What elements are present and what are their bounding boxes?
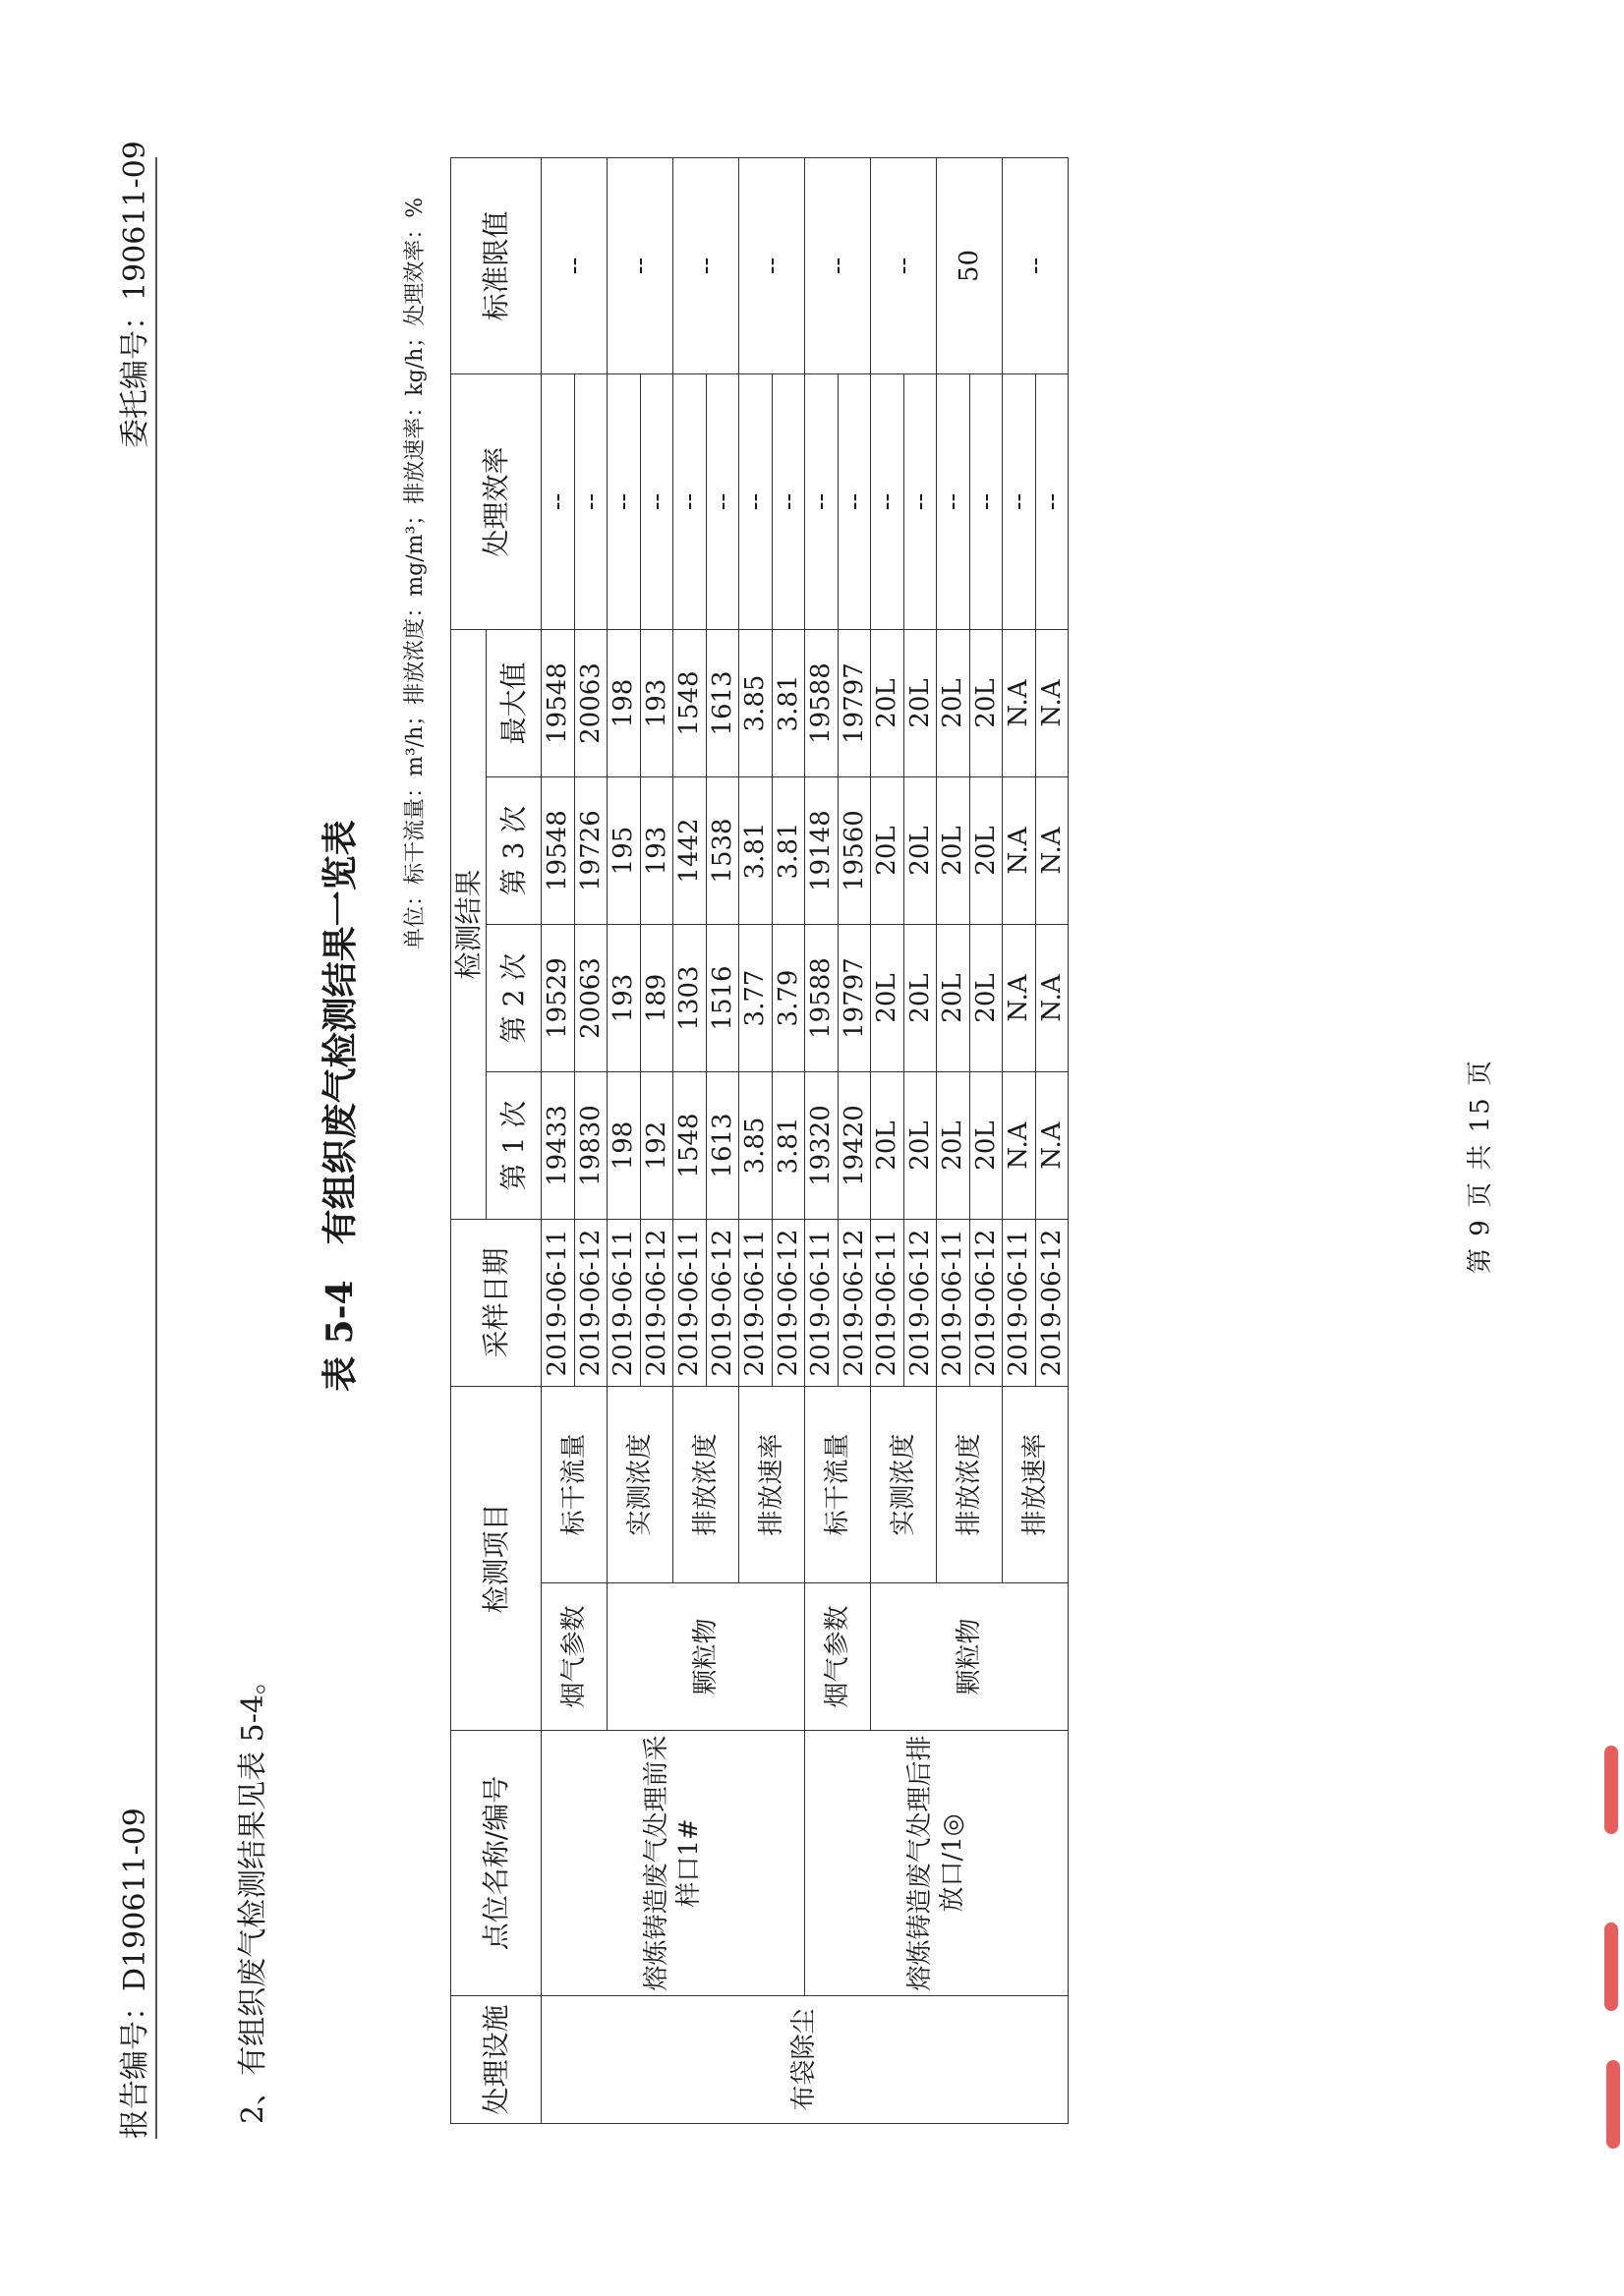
max-cell: 3.81 xyxy=(772,630,805,777)
run2-cell: 19797 xyxy=(838,925,871,1072)
efficiency-cell: -- xyxy=(937,374,970,630)
limit-cell: -- xyxy=(1003,158,1069,374)
max-cell: 198 xyxy=(608,630,641,777)
run2-cell: N.A xyxy=(1035,925,1069,1072)
item-name-cell: 实测浓度 xyxy=(608,1387,673,1583)
efficiency-cell: -- xyxy=(574,374,608,630)
run1-cell: 20L xyxy=(969,1072,1003,1220)
run1-cell: 20L xyxy=(937,1072,970,1220)
limit-cell: -- xyxy=(805,158,871,374)
item-name-cell: 实测浓度 xyxy=(871,1387,937,1583)
run2-cell: 20063 xyxy=(574,925,608,1072)
table-title: 表 5-4 有组织废气检测结果一览表 xyxy=(319,820,361,1392)
limit-cell: -- xyxy=(542,158,608,374)
date-cell: 2019-06-11 xyxy=(871,1220,904,1387)
col-run3-header: 第 3 次 xyxy=(487,777,542,925)
run1-cell: N.A xyxy=(1035,1072,1069,1220)
max-cell: 19797 xyxy=(838,630,871,777)
stamp-fragment xyxy=(1606,2060,1620,2149)
max-cell: 20063 xyxy=(574,630,608,777)
efficiency-cell: -- xyxy=(969,374,1003,630)
item-name-cell: 标干流量 xyxy=(805,1387,871,1583)
run2-cell: 19588 xyxy=(805,925,839,1072)
run2-cell: 20L xyxy=(969,925,1003,1072)
col-run2-header: 第 2 次 xyxy=(487,925,542,1072)
table-row xyxy=(805,158,839,2124)
run2-cell: 1516 xyxy=(706,925,739,1072)
run2-cell: 3.77 xyxy=(739,925,773,1072)
run2-cell: N.A xyxy=(1003,925,1036,1072)
run2-cell: 193 xyxy=(608,925,641,1072)
col-max-header: 最大值 xyxy=(487,630,542,777)
run1-cell: 20L xyxy=(871,1072,904,1220)
run3-cell: N.A xyxy=(1035,777,1069,925)
table-row xyxy=(542,158,575,2124)
run3-cell: 19560 xyxy=(838,777,871,925)
efficiency-cell: -- xyxy=(542,374,575,630)
item-name-cell: 排放速率 xyxy=(1003,1387,1069,1583)
results-table xyxy=(450,157,1069,2124)
max-cell: 193 xyxy=(640,630,673,777)
run2-cell: 189 xyxy=(640,925,673,1072)
run1-cell: 192 xyxy=(640,1072,673,1220)
run2-cell: 19529 xyxy=(542,925,575,1072)
efficiency-cell: -- xyxy=(1035,374,1069,630)
max-cell: 20L xyxy=(937,630,970,777)
run1-cell: 1548 xyxy=(673,1072,707,1220)
run3-cell: 193 xyxy=(640,777,673,925)
run3-cell: 19148 xyxy=(805,777,839,925)
item-name-cell: 排放浓度 xyxy=(673,1387,739,1583)
max-cell: N.A xyxy=(1035,630,1069,777)
max-cell: 20L xyxy=(903,630,937,777)
max-cell: 1548 xyxy=(673,630,707,777)
intro-text: 2、有组织废气检测结果见表 5-4。 xyxy=(236,1665,270,2124)
max-cell: 19548 xyxy=(542,630,575,777)
col-results-header: 检测结果 xyxy=(451,630,487,1220)
run1-cell: 19320 xyxy=(805,1072,839,1220)
efficiency-cell: -- xyxy=(838,374,871,630)
item-category-cell: 颗粒物 xyxy=(871,1583,1069,1731)
date-cell: 2019-06-11 xyxy=(739,1220,773,1387)
col-item-header: 检测项目 xyxy=(451,1387,542,1731)
entrust-number: 委托编号：190611-09 xyxy=(118,141,152,448)
run3-cell: 1538 xyxy=(706,777,739,925)
col-run1-header: 第 1 次 xyxy=(487,1072,542,1220)
date-cell: 2019-06-12 xyxy=(640,1220,673,1387)
date-cell: 2019-06-11 xyxy=(542,1220,575,1387)
date-cell: 2019-06-11 xyxy=(673,1220,707,1387)
report-number: 报告编号：D190611-09 xyxy=(118,1808,152,2139)
date-cell: 2019-06-12 xyxy=(574,1220,608,1387)
run3-cell: 20L xyxy=(969,777,1003,925)
efficiency-cell: -- xyxy=(640,374,673,630)
item-category-cell: 烟气参数 xyxy=(542,1583,608,1731)
run2-cell: 20L xyxy=(871,925,904,1072)
date-cell: 2019-06-11 xyxy=(937,1220,970,1387)
date-cell: 2019-06-12 xyxy=(903,1220,937,1387)
run3-cell: 19726 xyxy=(574,777,608,925)
efficiency-cell: -- xyxy=(1003,374,1036,630)
stamp-fragment xyxy=(1604,1746,1618,1834)
efficiency-cell: -- xyxy=(739,374,773,630)
col-date-header: 采样日期 xyxy=(451,1220,542,1387)
run1-cell: 3.85 xyxy=(739,1072,773,1220)
run1-cell: 19420 xyxy=(838,1072,871,1220)
run3-cell: 20L xyxy=(871,777,904,925)
run1-cell: 19830 xyxy=(574,1072,608,1220)
max-cell: 20L xyxy=(871,630,904,777)
point-name-cell: 熔炼铸造废气处理后排放口/1◎ xyxy=(805,1731,1069,1996)
efficiency-cell: -- xyxy=(871,374,904,630)
date-cell: 2019-06-11 xyxy=(805,1220,839,1387)
limit-cell: -- xyxy=(673,158,739,374)
facility-cell: 布袋除尘 xyxy=(542,1996,1069,2124)
limit-cell: -- xyxy=(739,158,805,374)
run1-cell: 1613 xyxy=(706,1072,739,1220)
point-name-cell: 熔炼铸造废气处理前采样口1# xyxy=(542,1731,805,1996)
results-table-body xyxy=(542,158,1069,2124)
run1-cell: 20L xyxy=(903,1072,937,1220)
item-category-cell: 烟气参数 xyxy=(805,1583,871,1731)
limit-cell: 50 xyxy=(937,158,1003,374)
units-note: 单位：标干流量：m³/h；排放浓度：mg/m³；排放速率：kg/h；处理效率：% xyxy=(403,197,428,949)
header-rule xyxy=(155,157,157,2139)
date-cell: 2019-06-12 xyxy=(838,1220,871,1387)
limit-cell: -- xyxy=(871,158,937,374)
run1-cell: 19433 xyxy=(542,1072,575,1220)
run3-cell: 3.81 xyxy=(739,777,773,925)
limit-cell: -- xyxy=(608,158,673,374)
run3-cell: 19548 xyxy=(542,777,575,925)
efficiency-cell: -- xyxy=(772,374,805,630)
run1-cell: 3.81 xyxy=(772,1072,805,1220)
item-name-cell: 标干流量 xyxy=(542,1387,608,1583)
date-cell: 2019-06-12 xyxy=(969,1220,1003,1387)
run3-cell: 20L xyxy=(903,777,937,925)
max-cell: 1613 xyxy=(706,630,739,777)
max-cell: 19588 xyxy=(805,630,839,777)
efficiency-cell: -- xyxy=(608,374,641,630)
col-facility-header: 处理设施 xyxy=(451,1996,542,2124)
run2-cell: 3.79 xyxy=(772,925,805,1072)
date-cell: 2019-06-12 xyxy=(772,1220,805,1387)
col-efficiency-header: 处理效率 xyxy=(451,374,542,630)
item-category-cell: 颗粒物 xyxy=(608,1583,805,1731)
run2-cell: 20L xyxy=(903,925,937,1072)
efficiency-cell: -- xyxy=(805,374,839,630)
date-cell: 2019-06-11 xyxy=(608,1220,641,1387)
efficiency-cell: -- xyxy=(706,374,739,630)
run2-cell: 1303 xyxy=(673,925,707,1072)
efficiency-cell: -- xyxy=(903,374,937,630)
col-point-header: 点位名称/编号 xyxy=(451,1731,542,1996)
item-name-cell: 排放速率 xyxy=(739,1387,805,1583)
run3-cell: 20L xyxy=(937,777,970,925)
max-cell: N.A xyxy=(1003,630,1036,777)
stamp-fragment xyxy=(1604,1923,1618,2011)
page-footer: 第 9 页 共 15 页 xyxy=(1466,1059,1495,1274)
run3-cell: N.A xyxy=(1003,777,1036,925)
run3-cell: 3.81 xyxy=(772,777,805,925)
date-cell: 2019-06-11 xyxy=(1003,1220,1036,1387)
run3-cell: 195 xyxy=(608,777,641,925)
run2-cell: 20L xyxy=(937,925,970,1072)
efficiency-cell: -- xyxy=(673,374,707,630)
date-cell: 2019-06-12 xyxy=(706,1220,739,1387)
run3-cell: 1442 xyxy=(673,777,707,925)
item-name-cell: 排放浓度 xyxy=(937,1387,1003,1583)
date-cell: 2019-06-12 xyxy=(1035,1220,1069,1387)
run1-cell: 198 xyxy=(608,1072,641,1220)
run1-cell: N.A xyxy=(1003,1072,1036,1220)
col-limit-header: 标准限值 xyxy=(451,158,542,374)
max-cell: 20L xyxy=(969,630,1003,777)
max-cell: 3.85 xyxy=(739,630,773,777)
